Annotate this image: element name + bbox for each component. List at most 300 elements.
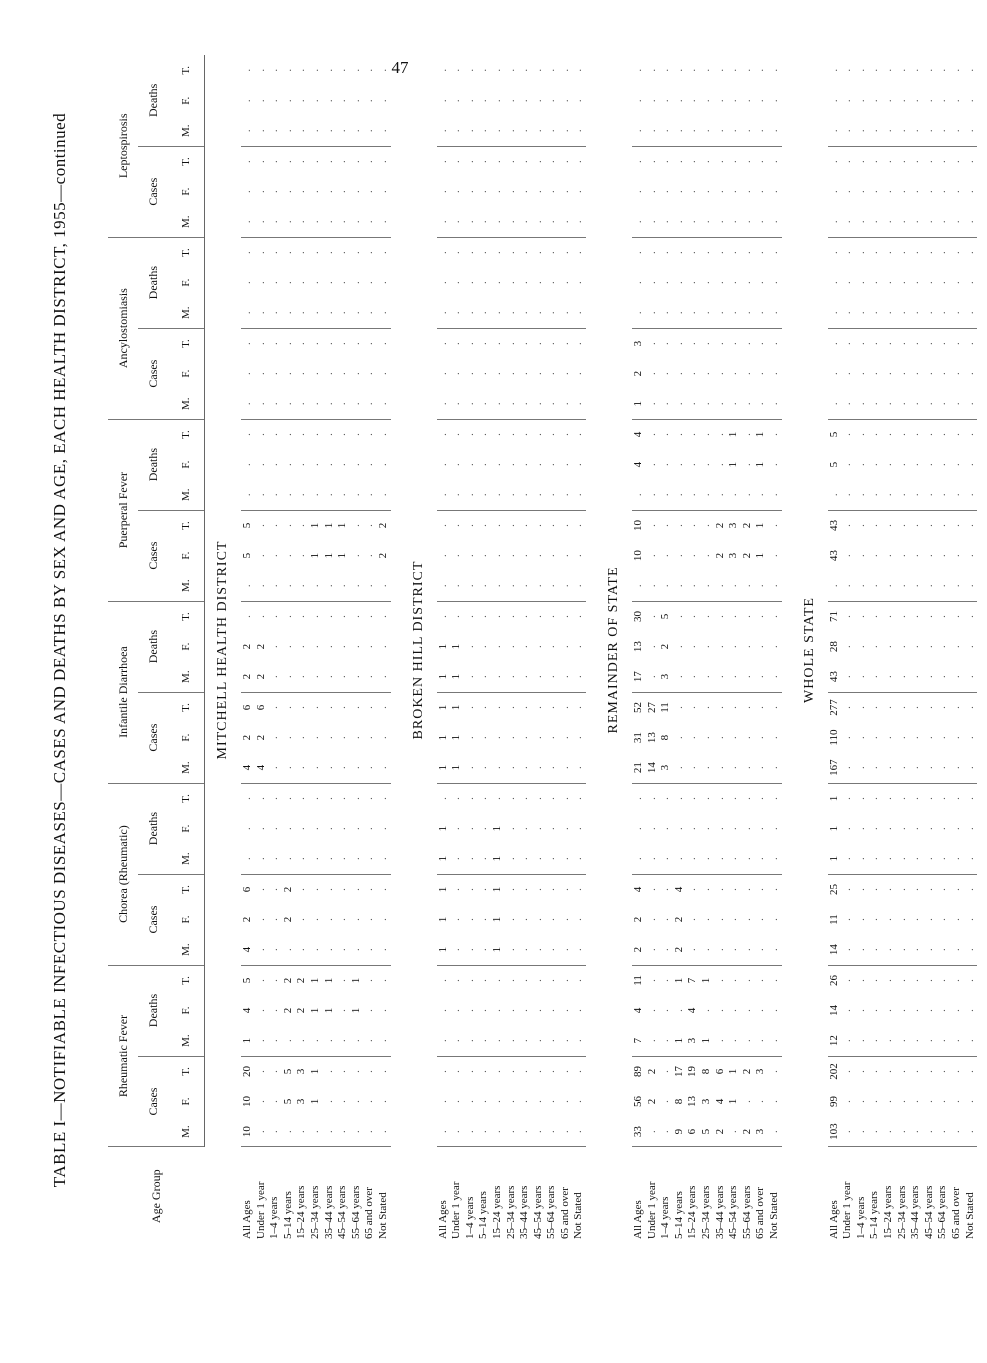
table-cell: . [308,645,321,648]
table-cell: . [882,1117,896,1147]
table-cell: . [504,888,517,891]
table-cell: . [868,571,882,601]
table-cell: . [923,116,937,146]
table-row [659,55,673,1245]
table-cell: . [504,433,517,436]
table-cell: . [295,190,308,194]
table-cell: . [909,1009,922,1012]
table-cell: . [545,116,559,146]
table-cell: . [645,888,658,891]
table-cell: . [741,662,755,692]
table-cell: . [727,99,740,103]
table-cell: . [909,281,922,285]
table-row [491,55,505,1245]
table-cell: . [477,736,490,739]
table-cell: . [490,1070,503,1073]
table-cell: . [754,99,767,103]
table-cell: . [754,389,768,419]
table-cell: . [518,844,532,874]
table-cell: . [450,1009,463,1012]
table-cell: . [672,1009,685,1012]
table-cell: . [545,888,558,891]
table-cell: . [949,1009,962,1012]
table-row [673,55,687,1245]
table-cell: . [281,827,294,830]
table-cell: 1 [450,643,463,650]
table-cell: . [518,1070,531,1073]
table-cell: . [436,281,449,285]
table-cell: . [754,251,767,254]
table-cell: . [768,935,782,965]
table-cell: . [740,463,753,466]
table-cell: . [558,68,571,72]
table-cell: . [376,1009,389,1012]
table-cell: . [322,827,335,830]
table-cell: . [896,935,910,965]
table-cell: . [518,160,531,163]
table-cell: . [923,389,937,419]
table-cell: . [254,797,267,800]
table-cell: . [463,706,476,709]
table-cell: . [268,736,281,739]
table-cell: . [922,979,935,982]
table-cell: . [741,571,755,601]
table-row [855,55,869,1245]
table-cell: 3 [686,1026,700,1056]
table-cell: . [713,706,726,709]
table-cell: . [241,68,253,72]
table-cell: . [268,160,281,163]
age-group-cell: Not Stated [963,1192,976,1239]
table-cell: . [854,645,867,648]
table-cell: . [855,662,869,692]
table-cell: . [922,160,935,163]
table-cell: . [436,797,449,800]
table-cell: . [895,979,908,982]
table-cell: . [504,251,517,254]
table-cell: . [450,554,463,557]
table-cell: . [572,207,586,237]
table-cell: . [572,797,585,800]
table-cell: . [673,844,687,874]
table-cell: . [754,797,767,800]
table-cell: . [895,524,908,527]
table-cell: 4 [672,886,685,893]
table-cell: . [572,645,585,648]
table-cell: . [436,554,449,557]
table-cell: . [254,615,267,618]
table-cell: . [768,615,780,618]
table-cell: . [700,736,713,739]
table-cell: 3 [727,522,740,529]
disease-header-ancylostomiasis: Ancylostomiasis [108,237,138,419]
table-cell: 1 [308,977,321,984]
table-cell: . [841,463,854,466]
table-cell: 1 [308,1098,321,1105]
table-cell: . [672,797,685,800]
table-cell: . [545,1070,558,1073]
table-cell: . [949,797,962,800]
table-cell: . [558,1070,571,1073]
table-cell: . [896,207,910,237]
table-cell: . [922,281,935,285]
table-cell: . [336,389,350,419]
table-cell: . [349,645,362,648]
table-cell: . [740,736,753,739]
table-cell: . [768,207,782,237]
table-cell: . [841,68,854,72]
table-cell: . [281,342,294,345]
table-cell: . [545,797,558,800]
table-cell: . [686,251,699,254]
table-cell: 1 [450,704,463,711]
table-cell: . [659,68,672,72]
age-group-cell: 25–34 years [308,1185,321,1239]
table-cell: . [518,662,532,692]
table-cell: . [268,190,281,194]
table-cell: . [727,251,740,254]
table-cell: . [895,706,908,709]
table-cell: . [632,68,645,72]
table-cell: . [323,1117,337,1147]
table-cell: . [350,753,364,783]
table-cell: . [909,662,923,692]
table-cell: . [754,207,768,237]
table-cell: . [282,298,296,328]
table-cell: . [377,298,391,328]
age-group-cell: 55–64 years [740,1185,753,1239]
table-cell: . [909,433,922,436]
table-cell: . [363,662,377,692]
table-cell: . [740,615,753,618]
table-cell: . [686,844,700,874]
table-cell: . [949,160,962,163]
table-cell: . [700,463,713,466]
table-cell: . [349,463,362,466]
table-cell: 3 [632,340,645,347]
table-cell: 11 [827,914,840,925]
table-cell: . [949,615,962,618]
table-cell: . [768,160,780,163]
table-cell: 1 [700,1026,714,1056]
table-cell: 1 [491,844,505,874]
table-cell: . [881,615,894,618]
table-cell: . [349,99,362,103]
table-cell: . [295,935,309,965]
table-cell: . [700,662,714,692]
sex-header-m: M. [168,753,205,783]
table-cell: . [950,662,964,692]
table-cell: . [572,116,586,146]
age-group-cell: Under 1 year [841,1181,854,1239]
table-cell: . [659,342,672,345]
table-cell: . [491,480,505,510]
table-cell: . [504,342,517,345]
district-row [792,55,828,1245]
table-cell: . [376,1070,389,1073]
table-cell: . [686,753,700,783]
table-cell: . [572,827,585,830]
table-cell: . [463,160,476,163]
table-cell: . [268,1026,282,1056]
table-cell: . [645,918,658,921]
age-group-cell: 65 and over [363,1187,376,1239]
table-cell: . [309,116,323,146]
table-cell: . [727,571,741,601]
table-cell: . [463,372,476,376]
table-cell: . [713,827,726,830]
table-cell: . [895,827,908,830]
table-cell: 43 [827,550,840,562]
table-cell: . [463,918,476,921]
table-cell: . [436,1070,449,1073]
table-cell: 4 [255,753,269,783]
table-cell: . [855,298,869,328]
table-cell: . [241,281,253,285]
table-cell: . [559,844,573,874]
table-cell: . [632,281,645,285]
table-cell: . [477,99,490,103]
table-cell: . [268,281,281,285]
table-cell: . [741,207,755,237]
table-cell: . [714,571,728,601]
table-cell: . [241,797,253,800]
table-cell: . [909,645,922,648]
table-cell: . [323,298,337,328]
table-cell: . [532,1117,546,1147]
table-cell: . [363,827,376,830]
table-cell: . [868,1117,882,1147]
table-row [437,55,451,1245]
table-cell: . [868,935,882,965]
table-cell: . [868,389,882,419]
table-cell: . [909,524,922,527]
table-cell: . [659,251,672,254]
table-cell: . [949,1070,962,1073]
table-cell: . [282,207,296,237]
deaths-header: Deaths [138,237,168,328]
table-cell: . [659,797,672,800]
table-cell: . [309,1117,323,1147]
table-cell: . [740,433,753,436]
table-cell: . [922,736,935,739]
table-cell: . [558,645,571,648]
table-cell: . [450,1070,463,1073]
table-cell: . [740,918,753,921]
sex-header-t: T. [168,328,205,358]
table-cell: . [450,116,464,146]
table-cell: . [281,463,294,466]
table-cell: 202 [827,1063,840,1080]
table-cell: . [254,433,267,436]
table-cell: . [477,463,490,466]
table-cell: . [295,645,308,648]
table-cell: . [768,918,780,921]
table-cell: . [922,797,935,800]
table-cell: . [477,918,490,921]
table-cell: . [254,251,267,254]
age-group-cell: 1–4 years [463,1196,476,1239]
table-cell: . [490,68,503,72]
table-cell: . [559,116,573,146]
table-cell: 4 [632,886,645,893]
table-cell: . [268,979,281,982]
table-cell: . [463,736,476,739]
table-cell: . [477,645,490,648]
table-cell: 1 [437,753,451,783]
age-group-cell: 65 and over [754,1187,767,1239]
table-cell: . [714,844,728,874]
table-cell: . [963,160,976,163]
table-cell: . [768,281,780,285]
table-cell: . [518,935,532,965]
table-cell: . [531,463,544,466]
table-cell: . [336,1070,349,1073]
table-cell: . [376,615,389,618]
table-cell: 5 [241,522,253,529]
table-cell: . [349,1100,362,1103]
table-cell: . [505,662,519,692]
page-number: 47 [391,58,409,77]
table-cell: . [672,554,685,557]
table-cell: . [672,160,685,163]
table-cell: . [349,615,362,618]
table-cell: 1 [308,1007,321,1014]
table-cell: . [490,615,503,618]
table-cell: 12 [828,1026,842,1056]
table-cell: . [572,1026,586,1056]
table-cell: . [963,524,976,527]
table-cell: . [349,68,362,72]
table-row [450,55,464,1245]
table-cell: . [686,554,699,557]
table-cell: . [922,706,935,709]
table-cell: . [854,888,867,891]
table-cell: . [632,251,645,254]
table-cell: . [505,844,519,874]
table-cell: 52 [632,702,645,713]
sex-header-t: T. [168,874,205,904]
table-cell: . [963,342,976,345]
table-cell: . [295,736,308,739]
table-cell: . [895,372,908,376]
table-cell: 2 [281,1007,294,1014]
table-cell: . [464,1117,478,1147]
table-cell: 5 [241,552,253,559]
table-cell: . [882,116,896,146]
table-row [882,55,896,1245]
table-cell: . [309,298,323,328]
table-cell: . [490,342,503,345]
table-cell: . [768,753,782,783]
table-cell: . [505,571,519,601]
table-cell: . [645,554,658,557]
table-cell: . [254,190,267,194]
table-cell: . [281,99,294,103]
table-cell: . [268,844,282,874]
table-cell: . [964,480,978,510]
table-cell: . [308,68,321,72]
table-cell: 4 [686,1007,699,1014]
table-cell: . [854,1070,867,1073]
age-group-cell: 45–54 years [922,1185,935,1239]
table-cell: . [477,68,490,72]
table-cell: . [322,797,335,800]
table-cell: . [518,480,532,510]
table-cell: . [881,797,894,800]
table-cell: . [963,281,976,285]
table-cell: . [727,844,741,874]
table-cell: 2 [740,522,753,529]
table-cell: . [646,1117,660,1147]
table-cell: . [504,554,517,557]
table-cell: . [909,463,922,466]
table-cell: . [295,662,309,692]
table-cell: . [350,207,364,237]
table-cell: . [754,281,767,285]
age-group-header: Age Group [148,1169,163,1224]
table-cell: . [504,797,517,800]
table-cell: . [909,116,923,146]
table-cell: . [322,372,335,376]
table-cell: 13 [632,641,645,653]
table-cell: . [923,844,937,874]
table-cell: . [700,1009,713,1012]
table-cell: . [896,298,910,328]
table-cell: . [854,706,867,709]
district-heading: BROKEN HILL DISTRICT [410,560,426,740]
table-cell: 33 [632,1117,646,1147]
table-cell: 21 [632,753,646,783]
table-cell: . [895,251,908,254]
table-cell: . [936,797,949,800]
table-cell: . [659,372,672,376]
table-cell: . [909,935,923,965]
table-cell: . [949,342,962,345]
age-group-cell: All Ages [632,1200,645,1239]
table-cell: . [645,827,658,830]
table-cell: . [923,753,937,783]
table-cell: . [936,1100,949,1103]
table-cell: . [477,753,491,783]
table-cell: . [909,190,922,194]
table-cell: . [323,480,337,510]
table-cell: . [700,116,714,146]
table-cell: . [727,645,740,648]
table-cell: . [895,190,908,194]
table-cell: . [545,160,558,163]
table-cell: . [936,480,950,510]
table-cell: . [768,797,780,800]
table-cell: . [727,281,740,285]
table-cell: . [686,298,700,328]
sex-header-t: T. [168,783,205,813]
table-cell: . [464,935,478,965]
table-cell: . [922,888,935,891]
table-cell: . [505,480,519,510]
table-cell: . [255,935,269,965]
table-cell: . [545,571,559,601]
table-cell: . [377,844,391,874]
table-cell: . [572,888,585,891]
table-cell: . [558,281,571,285]
table-cell: 4 [241,1007,253,1014]
table-cell: . [336,463,349,466]
table-cell: . [241,190,253,194]
age-group-cell: All Ages [436,1200,449,1239]
table-cell: . [572,298,586,328]
table-cell: . [646,389,660,419]
